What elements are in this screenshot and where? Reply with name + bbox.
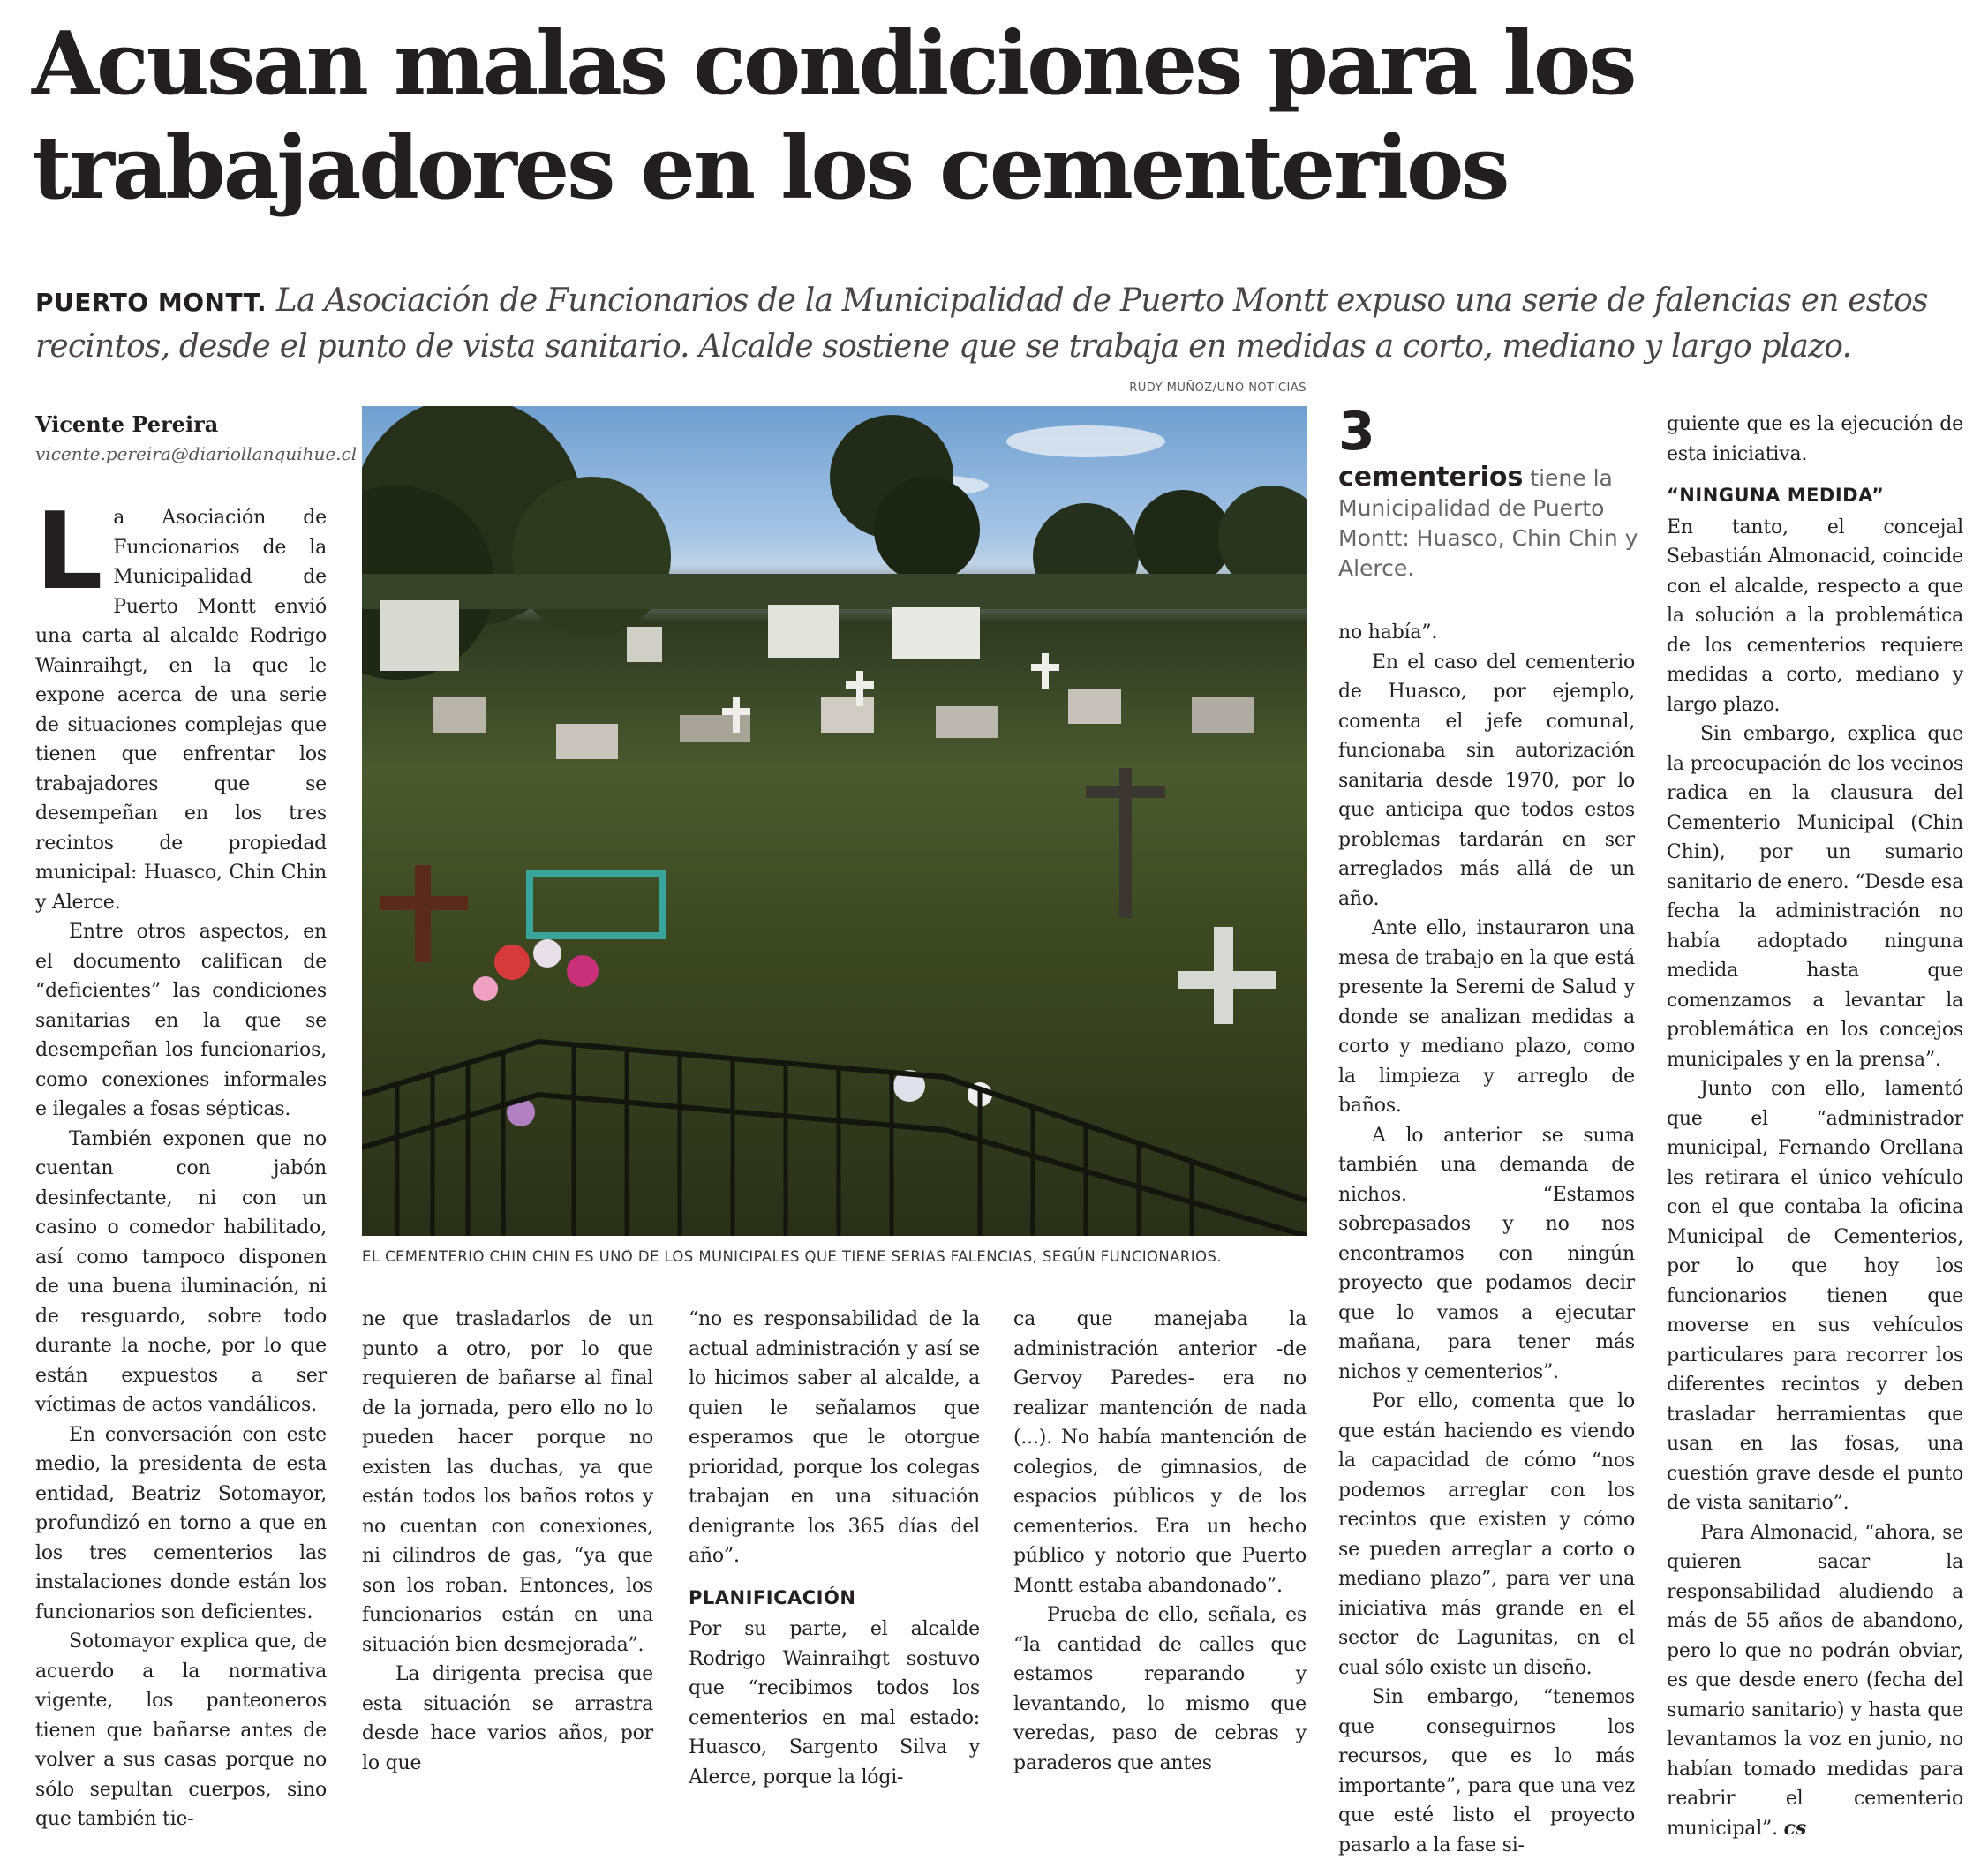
paragraph: Sin embargo, explica que la preocupación de los vecinos radica en la clausura del Cementerio Municipal (Chin Chin), por un sumario sanitario de enero. “Desde esa fecha la administración no había adoptado ninguna medida hasta que comenzamos a levantar la problemática en los concejos municipales y en la prensa”.: [1667, 723, 1963, 1071]
paragraph: La Asociación de Funcionarios de la Municipalidad de Puerto Montt envió una carta al alcalde Rodrigo Wainraihgt, en la que le expone acerca de una serie de situaciones complejas que tienen que enfrentar los trabajadores que se desempeñan en los tres recintos de propiedad municipal: Huasco, Chin Chin y Alerce.: [35, 491, 327, 914]
deck-text: La Asociación de Funcionarios de la Municipalidad de Puerto Montt expuso una serie de falencias en estos recintos, desde el punto de vista sanitario. Alcalde sostiene que se trabaja en medidas a corto, mediano y largo plazo.: [35, 282, 1928, 365]
body-column-3: [689, 1305, 980, 1792]
deck: [35, 279, 1951, 369]
paragraph: En el caso del cementerio de Huasco, por ejemplo, comenta el jefe comunal, funcionaba sin autorización sanitaria desde 1970, por lo que anticipa que todos estos problemas tardarán en ser arreglados más allá de un año.: [1338, 651, 1635, 910]
subhead-ninguna-medida: “NINGUNA MEDIDA”: [1667, 485, 1885, 506]
paragraph: no había”.: [1338, 621, 1438, 644]
body-column-1: [35, 491, 327, 1834]
fact-keyword: cementerios: [1338, 462, 1524, 493]
headline-line-1: Acusan malas condiciones para los: [32, 13, 1635, 115]
body-column-4: [1013, 1305, 1307, 1778]
paragraph: guiente que es la ejecución de esta iniciativa.: [1667, 413, 1963, 465]
paragraph: Por su parte, el alcalde Rodrigo Wainraihgt sostuvo que “recibimos todos los cementerios en mal estado: Huasco, Sargento Silva y Alerce, porque la lógi-: [689, 1618, 980, 1788]
headline: [32, 12, 1956, 221]
end-mark: cs: [1783, 1816, 1807, 1840]
paragraph: Para Almonacid, “ahora, se quieren sacar la responsabilidad aludiendo a más de 55 años de abandono, pero lo que no podrán obviar, es que desde enero (fecha del sumario sanitario) y hasta que levantamos la voz en junio, no habían tomado medidas para reabrir el cementerio municipal”. cs: [1667, 1521, 1963, 1840]
paragraph: “no es responsabilidad de la actual administración y así se lo hicimos saber al alcalde, a quien le señalamos que esperamos que le otorgue prioridad, porque los colegas trabajan en una situación denigrante los 365 días del año”.: [689, 1308, 980, 1567]
body-column-2: [362, 1305, 653, 1778]
paragraph: En conversación con este medio, la presidenta de esta entidad, Beatriz Sotomayor, profundizó en torno a que en los tres cementerios las instalaciones donde están los funcionarios son deficientes.: [35, 1423, 327, 1623]
subhead-planificacion: PLANIFICACIÓN: [689, 1586, 856, 1608]
paragraph: Entre otros aspectos, en el documento califican de “deficientes” las condiciones sanitarias en la que se desempeñan los funcionarios, como conexiones informales e ilegales a fosas sépticas.: [35, 921, 327, 1120]
paragraph: La dirigenta precisa que esta situación se arrastra desde hace varios años, por lo que: [362, 1663, 653, 1774]
paragraph: Sin embargo, “tenemos que conseguirnos los recursos, que es lo más importante”, para que una vez que esté listo el proyecto pasarlo a la fase si-: [1338, 1686, 1635, 1856]
paragraph: Ante ello, instauraron una mesa de trabajo en la que está presente la Seremi de Salud y donde se analizan medidas a corto y mediano plazo, como la limpieza y arreglo de baños.: [1338, 917, 1635, 1117]
paragraph: Por ello, comenta que lo que están haciendo es viendo la capacidad de cómo “nos podemos arreglar con los recintos que existen y cómo se pueden arreglar a corto o mediano plazo”, para ver una iniciativa más grande en el sector de Lagunitas, en el cual sólo existe un diseño.: [1338, 1390, 1635, 1679]
fact-number: 3: [1338, 401, 1375, 463]
cemetery-illustration: [362, 406, 1307, 1236]
paragraph: Junto con ello, lamentó que el “administrador municipal, Fernando Orellana les retirara el único vehículo con el que contaba la oficina Municipal de Cementerios, por lo que hoy los funcionarios tienen que moverse en sus vehículos particulares para recorrer los diferentes recintos y deben trasladar herramientas que usan en las fosas, una cuestión grave desde el punto de vista sanitario”.: [1667, 1078, 1963, 1514]
photo-caption: EL CEMENTERIO CHIN CHIN ES UNO DE LOS MUNICIPALES QUE TIENE SERIAS FALENCIAS, SEGÚN FUNCIONARIOS.: [362, 1248, 1222, 1265]
paragraph: Prueba de ello, señala, es “la cantidad de calles que estamos reparando y levantando, lo mismo que veredas, paso de cebras y paraderos que antes: [1013, 1604, 1307, 1774]
byline-email: vicente.pereira@diariollanquihue.cl: [35, 443, 358, 464]
dateline: PUERTO MONTT.: [35, 288, 267, 317]
paragraph: Sotomayor explica que, de acuerdo a la normativa vigente, los panteoneros tienen que bañarse antes de volver a sus casas porque no sólo sepultan cuerpos, sino que también tie-: [35, 1630, 327, 1830]
byline-name: Vicente Pereira: [35, 411, 219, 437]
headline-line-2: trabajadores en los cementerios: [32, 117, 1508, 219]
paragraph: A lo anterior se suma también una demanda de nichos. “Estamos sobrepasados y no nos encontramos con ningún proyecto que podamos decir que lo vamos a ejecutar mañana, para tener más nichos y cementerios”.: [1338, 1124, 1635, 1383]
paragraph: ne que trasladarlos de un punto a otro, por lo que requieren de bañarse al final de la jornada, pero ello no lo pueden hacer porque no existen las duchas, ya que están todos los baños rotos y no cuentan con conexiones, ni cilindros de gas, “ya que son los roban. Entonces, los funcionarios están en una situación bien desmejorada”.: [362, 1308, 653, 1656]
body-column-6: [1667, 410, 1963, 1843]
fact-box: [1338, 401, 1638, 584]
cemetery-photo: [362, 406, 1307, 1236]
paragraph: ca que manejaba la administración anterior -de Gervoy Paredes- era no realizar mantención de nada (...). No había mantención de colegios, de gimnasios, de espacios públicos y de los cementerios. Era un hecho público y notorio que Puerto Montt estaba abandonado”.: [1013, 1308, 1307, 1597]
fact-description: tiene la Municipalidad de Puerto Montt: Huasco, Chin Chin y Alerce.: [1338, 465, 1638, 581]
body-column-5: [1338, 618, 1635, 1860]
fact-text: [1338, 463, 1638, 584]
drop-cap: L: [35, 491, 103, 614]
paragraph: También exponen que no cuentan con jabón desinfectante, ni con un casino o comedor habilitado, así como tampoco disponen de una buena iluminación, ni de resguardo, sobre todo durante la noche, por lo que están expuestos a ser víctimas de actos vandálicos.: [35, 1127, 327, 1416]
photo-credit: RUDY MUÑOZ/UNO NOTICIAS: [1129, 381, 1307, 395]
paragraph: En tanto, el concejal Sebastián Almonacid, coincide con el alcalde, respecto a que la solución a la problemática de los cementerios requiere medidas a corto, mediano y largo plazo.: [1667, 516, 1963, 716]
